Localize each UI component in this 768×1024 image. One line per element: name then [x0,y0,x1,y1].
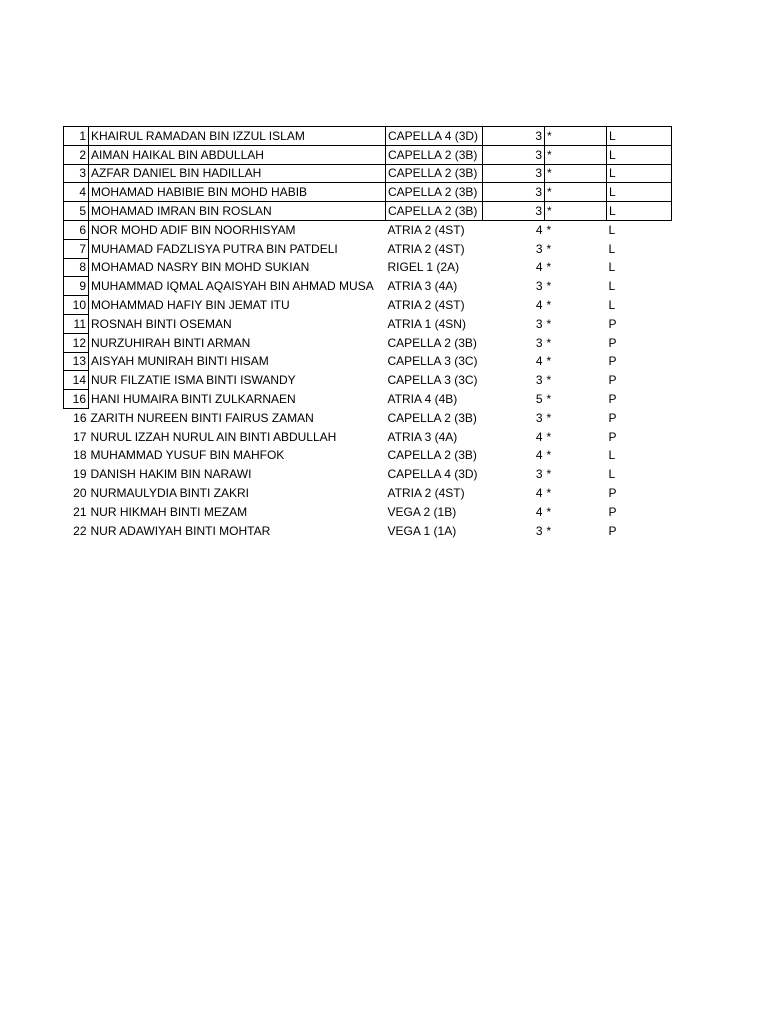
count-cell: 3 [535,373,543,388]
mark-cell: * [546,298,552,313]
class-cell: RIGEL 1 (2A) [387,260,460,275]
student-name-cell: MOHAMAD HABIBIE BIN MOHD HABIB [89,183,386,202]
class-cell: ATRIA 1 (4SN) [387,316,466,331]
row-number-cell: 8 [64,258,89,277]
mark-cell: * [546,448,552,463]
class-cell: ATRIA 3 (4A) [387,279,458,294]
table-row [64,145,672,164]
row-number-cell: 2 [64,145,89,164]
row-number-cell: 10 [64,296,89,315]
mark-cell: * [545,183,607,202]
class-cell: CAPELLA 2 (3B) [387,448,477,463]
table-row [64,484,672,503]
table-row [64,220,672,239]
class-cell: CAPELLA 2 (3B) [386,202,483,221]
student-name-cell: MOHAMAD IMRAN BIN ROSLAN [89,202,386,221]
row-number-cell: 1 [64,127,89,146]
gender-cell: L [608,223,616,238]
mark-cell: * [545,145,607,164]
student-name-cell: MUHAMMAD IQMAL AQAISYAH BIN AHMAD MUSA [91,279,374,294]
class-cell: CAPELLA 2 (3B) [387,335,477,350]
mark-cell: * [546,523,552,538]
table-row [64,258,672,277]
table-row [64,408,672,427]
student-name-cell: MUHAMMAD YUSUF BIN MAHFOK [90,448,285,463]
count-cell: 4 [535,354,543,369]
mark-cell: * [546,392,552,407]
count-cell: 4 [535,504,543,519]
student-name-cell: NURUL IZZAH NURUL AIN BINTI ABDULLAH [90,429,337,444]
student-name-cell: AZFAR DANIEL BIN HADILLAH [89,164,386,183]
class-cell: CAPELLA 4 (3D) [386,127,483,146]
student-name-cell: NURMAULYDIA BINTI ZAKRI [90,486,249,501]
row-number-cell: 9 [64,277,89,296]
table-row [64,502,672,521]
mark-cell: * [546,504,552,519]
mark-cell: * [546,373,552,388]
table-row [64,390,672,409]
gender-cell: L [608,260,616,275]
gender-cell: P [608,410,617,425]
row-number-cell: 18 [73,448,87,463]
gender-cell: P [608,354,617,369]
class-cell: CAPELLA 2 (3B) [386,164,483,183]
count-cell: 3 [535,410,543,425]
row-number-cell: 16 [73,411,87,426]
class-cell: CAPELLA 3 (3C) [387,354,478,369]
count-cell: 3 [535,467,543,482]
count-cell: 3 [535,316,543,331]
row-number-cell: 16 [64,390,89,409]
count-cell: 4 [535,429,543,444]
count-cell: 3 [483,127,545,146]
student-name-cell: NOR MOHD ADIF BIN NOORHISYAM [91,223,296,238]
class-cell: VEGA 1 (1A) [387,523,457,538]
row-number-cell: 20 [73,486,87,501]
gender-cell: P [608,316,617,331]
mark-cell: * [546,486,552,501]
count-cell: 3 [483,183,545,202]
row-number-cell: 13 [64,352,89,371]
table-row [64,296,672,315]
row-number-cell: 4 [64,183,89,202]
student-name-cell: ROSNAH BINTI OSEMAN [91,316,232,331]
gender-cell: L [608,467,616,482]
table-row [64,164,672,183]
class-cell: ATRIA 2 (4ST) [387,241,465,256]
row-number-cell: 5 [64,202,89,221]
class-cell: ATRIA 2 (4ST) [387,223,465,238]
count-cell: 3 [483,202,545,221]
mark-cell: * [546,410,552,425]
student-name-cell: NURZUHIRAH BINTI ARMAN [91,335,251,350]
gender-cell: P [608,523,617,538]
mark-cell: * [546,354,552,369]
student-name-cell: NUR ADAWIYAH BINTI MOHTAR [90,523,271,538]
row-number-cell: 6 [64,220,89,239]
class-cell: ATRIA 3 (4A) [387,429,458,444]
row-number-cell: 19 [73,467,87,482]
table-row [64,446,672,465]
class-cell: ATRIA 2 (4ST) [387,486,465,501]
row-number-cell: 11 [64,314,89,333]
gender-cell: L [607,164,672,183]
mark-cell: * [545,164,607,183]
row-number-cell: 3 [64,164,89,183]
class-cell: CAPELLA 2 (3B) [387,410,477,425]
mark-cell: * [545,202,607,221]
mark-cell: * [546,316,552,331]
row-number-cell: 14 [64,371,89,390]
class-cell: VEGA 2 (1B) [387,504,457,519]
mark-cell: * [546,223,552,238]
class-cell: ATRIA 2 (4ST) [387,298,465,313]
student-name-cell: KHAIRUL RAMADAN BIN IZZUL ISLAM [89,127,386,146]
gender-cell: L [607,183,672,202]
row-number-cell: 7 [64,239,89,258]
count-cell: 3 [535,241,543,256]
table-row [64,427,672,446]
count-cell: 3 [535,279,543,294]
gender-cell: L [607,127,672,146]
table-row [64,352,672,371]
table-row [64,465,672,484]
student-name-cell: MOHAMMAD HAFIY BIN JEMAT ITU [91,298,290,313]
count-cell: 3 [483,145,545,164]
table-row [64,521,672,540]
class-cell: CAPELLA 2 (3B) [386,183,483,202]
student-name-cell: AIMAN HAIKAL BIN ABDULLAH [89,145,386,164]
table-row [64,183,672,202]
table-row [64,202,672,221]
student-name-cell: NUR FILZATIE ISMA BINTI ISWANDY [91,373,296,388]
mark-cell: * [546,467,552,482]
mark-cell: * [546,260,552,275]
student-name-cell: HANI HUMAIRA BINTI ZULKARNAEN [91,392,296,407]
student-name-cell: DANISH HAKIM BIN NARAWI [90,467,252,482]
count-cell: 5 [535,392,543,407]
student-name-cell: AISYAH MUNIRAH BINTI HISAM [91,354,269,369]
table-row [64,127,672,146]
gender-cell: P [608,504,617,519]
gender-cell: P [608,373,617,388]
row-number-cell: 12 [64,333,89,352]
gender-cell: P [608,335,617,350]
row-number-cell: 17 [73,429,87,444]
count-cell: 3 [535,523,543,538]
gender-cell: P [608,429,617,444]
count-cell: 4 [535,223,543,238]
student-table-body [64,127,672,541]
gender-cell: P [608,392,617,407]
mark-cell: * [545,127,607,146]
gender-cell: L [607,145,672,164]
student-name-cell: MOHAMAD NASRY BIN MOHD SUKIAN [91,260,310,275]
table-row [64,333,672,352]
count-cell: 4 [535,448,543,463]
mark-cell: * [546,335,552,350]
class-cell: CAPELLA 2 (3B) [386,145,483,164]
mark-cell: * [546,279,552,294]
count-cell: 3 [535,335,543,350]
gender-cell: L [608,298,616,313]
student-name-cell: ZARITH NUREEN BINTI FAIRUS ZAMAN [90,410,314,425]
mark-cell: * [546,429,552,444]
count-cell: 4 [535,486,543,501]
table-row [64,277,672,296]
row-number-cell: 22 [73,523,87,538]
gender-cell: L [608,448,616,463]
count-cell: 4 [535,260,543,275]
student-name-cell: NUR HIKMAH BINTI MEZAM [90,504,248,519]
table-row [64,239,672,258]
student-table [63,126,672,540]
gender-cell: L [607,202,672,221]
gender-cell: L [608,279,616,294]
class-cell: CAPELLA 3 (3C) [387,373,478,388]
count-cell: 4 [535,298,543,313]
class-cell: CAPELLA 4 (3D) [387,467,478,482]
gender-cell: P [608,486,617,501]
table-row [64,314,672,333]
class-cell: ATRIA 4 (4B) [387,392,458,407]
table-row [64,371,672,390]
count-cell: 3 [483,164,545,183]
row-number-cell: 21 [73,504,87,519]
student-name-cell: MUHAMAD FADZLISYA PUTRA BIN PATDELI [91,241,338,256]
mark-cell: * [546,241,552,256]
gender-cell: L [608,241,616,256]
